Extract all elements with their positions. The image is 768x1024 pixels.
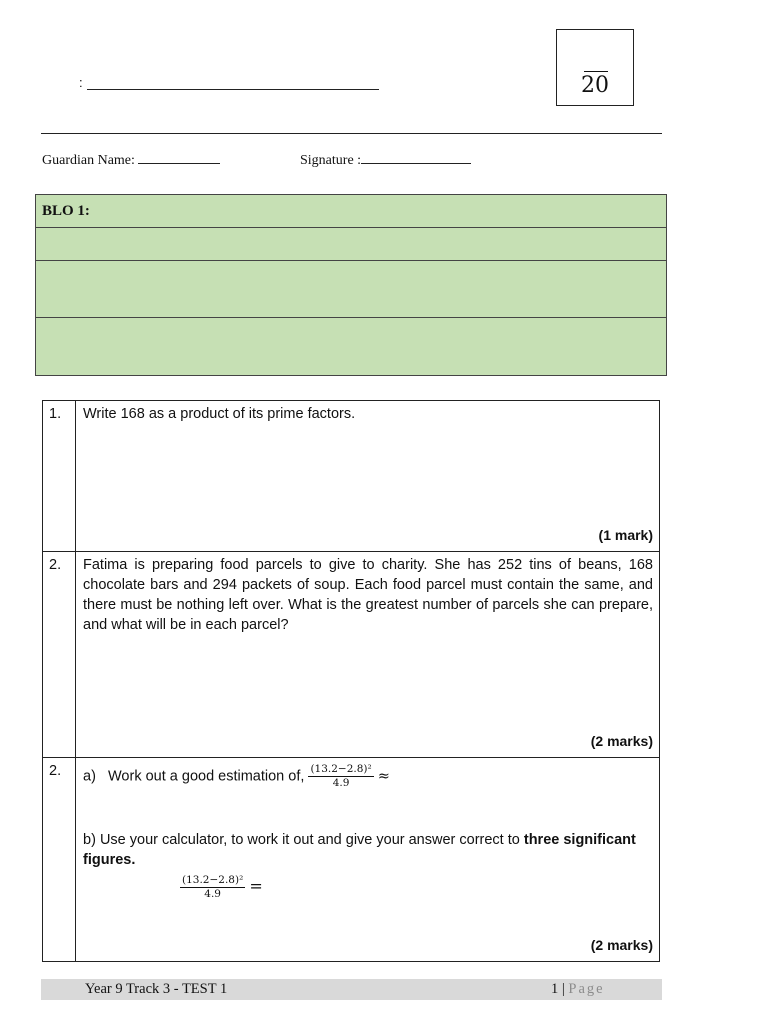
question-marks: (2 marks) — [590, 733, 653, 749]
name-prefix: : — [79, 75, 83, 90]
footer-page — [551, 981, 605, 998]
fraction-numerator: (13.2−2.8)² — [182, 874, 244, 886]
part-b-text: Use your calculator, to work it out and give your answer correct to — [99, 832, 520, 848]
question-number: 2. — [43, 758, 76, 962]
page-number: 1 — [551, 981, 559, 997]
score-fraction-bar — [584, 71, 608, 72]
blo-row — [36, 261, 667, 318]
fraction-denominator: 4.9 — [332, 777, 350, 789]
header-divider — [41, 133, 662, 134]
guardian-name-label: Guardian Name: — [42, 153, 135, 168]
question-body — [76, 758, 660, 962]
question-body — [76, 552, 660, 758]
score-total: 20 — [581, 73, 609, 98]
fraction-numerator: (13.2−2.8)² — [310, 763, 372, 775]
signature-row — [300, 151, 471, 169]
estimation-fraction — [308, 763, 373, 790]
blo-table — [35, 194, 667, 376]
student-name-row — [79, 75, 379, 90]
question-number: 1. — [43, 401, 76, 552]
fraction-denominator: 4.9 — [204, 888, 221, 900]
part-a-label: a) — [83, 768, 96, 785]
part-a — [83, 763, 653, 790]
calculation-fraction — [180, 874, 245, 901]
blo-row — [36, 318, 667, 376]
signature-label: Signature : — [300, 153, 362, 168]
equals-symbol: = — [249, 876, 263, 896]
name-blank-line[interactable] — [87, 75, 379, 90]
question-text: Fatima is preparing food parcels to give to charity. She has 252 tins of beans, 168 chocolate bars and 294 packets of soup. Each food parcel must contain the same, and there must be nothing left over. What is the greatest number of parcels she can prepare, and what will be in each parcel? — [83, 557, 653, 633]
blo-row — [36, 228, 667, 261]
question-body — [76, 401, 660, 552]
question-marks: (1 mark) — [598, 527, 653, 543]
part-b-emphasis: three significant figures. — [83, 832, 636, 868]
approx-symbol: ≈ — [377, 768, 390, 785]
part-b-expression — [180, 874, 653, 901]
blo-title: BLO 1: — [36, 195, 667, 228]
page-word: Page — [568, 981, 605, 997]
question-row — [43, 552, 660, 758]
page-separator: | — [561, 981, 565, 997]
question-number: 2. — [43, 552, 76, 758]
part-b — [83, 830, 653, 870]
part-b-label: b) — [83, 832, 96, 848]
guardian-name-blank[interactable] — [138, 151, 220, 164]
question-row — [43, 401, 660, 552]
questions-table — [42, 400, 660, 962]
part-a-text: Work out a good estimation of, — [108, 768, 305, 785]
score-box — [556, 29, 634, 106]
question-row — [43, 758, 660, 962]
question-text: Write 168 as a product of its prime factors. — [83, 406, 356, 422]
guardian-name-row — [42, 151, 220, 169]
footer-title: Year 9 Track 3 - TEST 1 — [85, 981, 228, 997]
question-marks: (2 marks) — [590, 937, 653, 953]
signature-blank[interactable] — [361, 151, 471, 164]
